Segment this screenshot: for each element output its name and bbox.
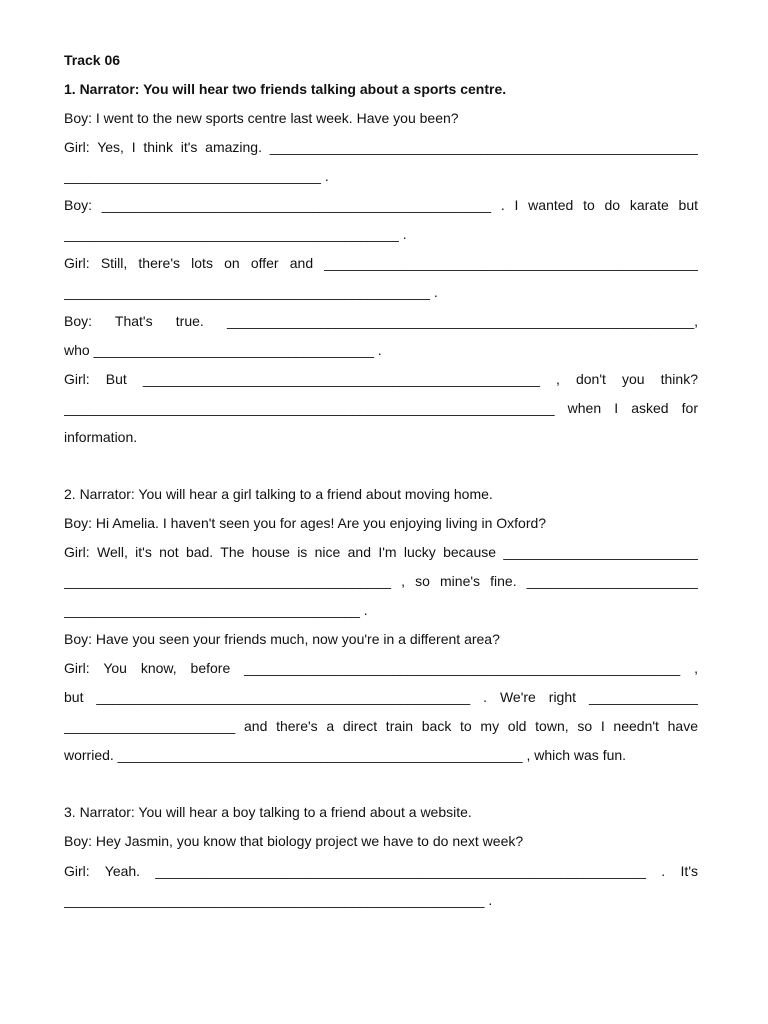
section-1-line: Girl: But ___________________________________________________ , don't you think? <box>64 371 698 387</box>
section-2-line: Girl: Well, it's not bad. The house is nice and I'm lucky because _________________________ <box>64 544 698 560</box>
section-2-line: but ________________________________________________ . We're right ______________ <box>64 689 698 705</box>
section-3-line: Girl: Yeah. _______________________________________________________________ . It's <box>64 863 698 879</box>
section-3-narrator: 3. Narrator: You will hear a boy talking to a friend about a website. <box>64 804 472 820</box>
section-1-line: ___________________________________________ . <box>64 226 407 242</box>
section-2-line: Boy: Have you seen your friends much, now you're in a different area? <box>64 631 500 647</box>
section-1-line: _______________________________________________________________ when I asked for <box>64 400 698 416</box>
section-1-line: _______________________________________________ . <box>64 284 438 300</box>
section-1-line: who ____________________________________ . <box>64 342 382 358</box>
section-2-line: Girl: You know, before ________________________________________________________ , <box>64 660 698 676</box>
section-1-line: information. <box>64 429 138 445</box>
section-2-line: __________________________________________ , so mine's fine. ______________________ <box>64 573 698 589</box>
section-1-line: Boy: __________________________________________________ . I wanted to do karate but <box>64 197 698 213</box>
section-2-narrator: 2. Narrator: You will hear a girl talking to a friend about moving home. <box>64 486 493 502</box>
track-title: Track 06 <box>64 52 121 68</box>
section-1-line: Boy: That's true. ____________________________________________________________, <box>64 313 698 329</box>
section-1-narrator: 1. Narrator: You will hear two friends talking about a sports centre. <box>64 81 507 97</box>
section-2-line: worried. ____________________________________________________ , which was fun. <box>64 747 627 763</box>
section-1-line: Boy: I went to the new sports centre last week. Have you been? <box>64 110 459 126</box>
section-1-line: Girl: Still, there's lots on offer and ________________________________________________ <box>64 255 698 271</box>
section-2-line: ______________________________________ . <box>64 602 368 618</box>
section-2-line: ______________________ and there's a direct train back to my old town, so I needn't have <box>64 718 698 734</box>
section-3-line: Boy: Hey Jasmin, you know that biology project we have to do next week? <box>64 833 524 849</box>
section-1-line: Girl: Yes, I think it's amazing. _______________________________________________________ <box>64 139 698 155</box>
section-2-line: Boy: Hi Amelia. I haven't seen you for ages! Are you enjoying living in Oxford? <box>64 515 547 531</box>
section-3-line: ______________________________________________________ . <box>64 892 493 908</box>
section-1-line: _________________________________ . <box>64 168 329 184</box>
